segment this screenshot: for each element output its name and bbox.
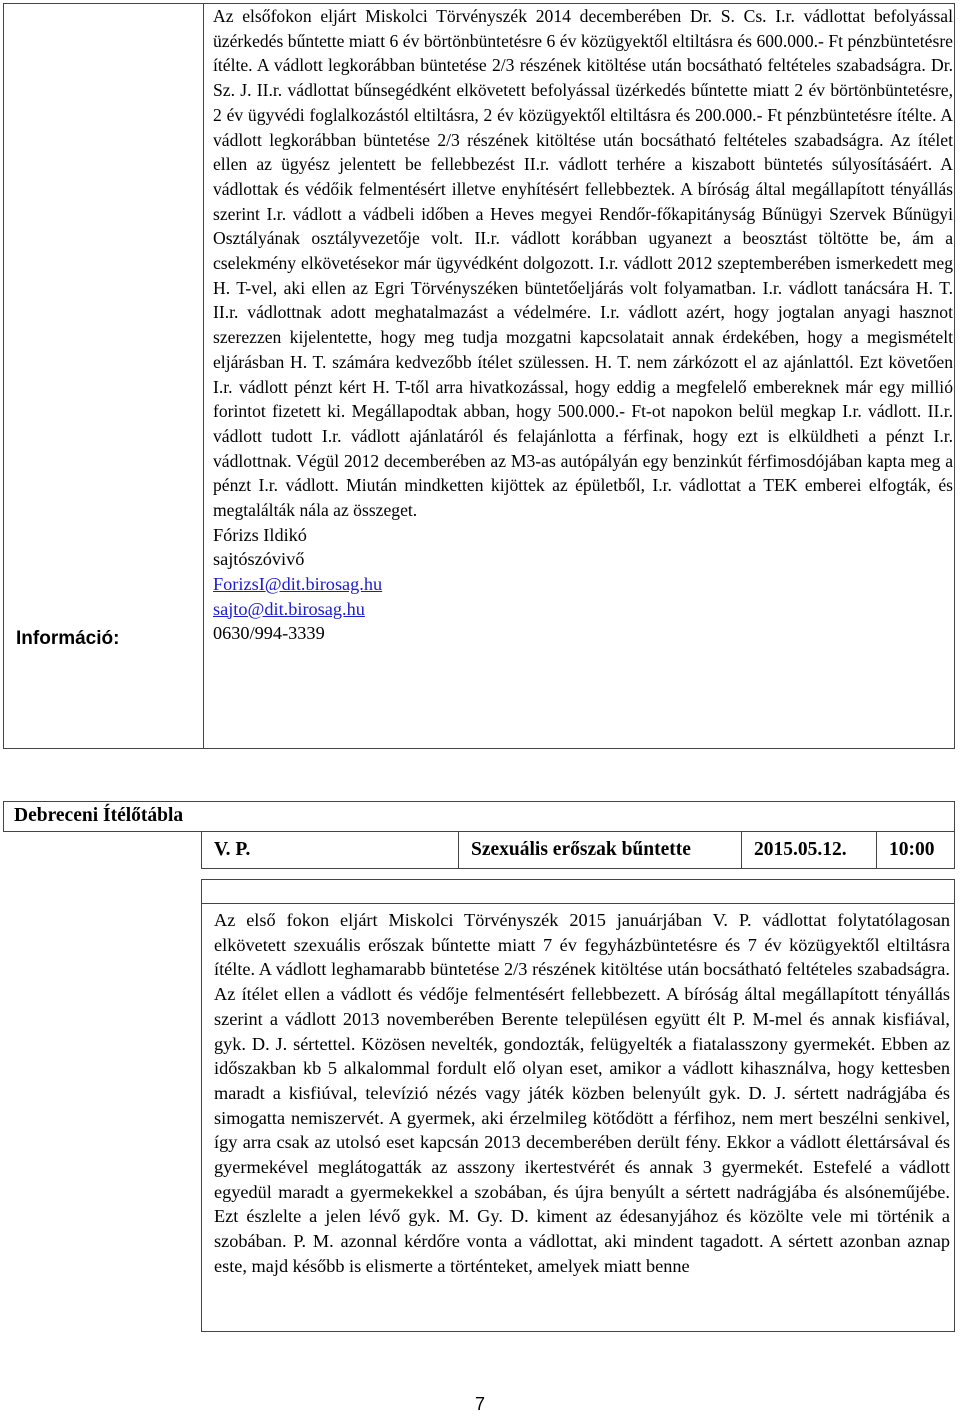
press-contact — [213, 523, 953, 646]
case-description-box — [201, 904, 955, 1332]
contact-role: sajtószóvivő — [213, 549, 305, 570]
page-number: 7 — [474, 1394, 485, 1414]
empty-row — [201, 879, 955, 904]
contact-email-link-1[interactable]: ForizsI@dit.birosag.hu — [213, 573, 383, 594]
contact-phone: 0630/994-3339 — [213, 623, 325, 644]
case-time: 10:00 — [889, 839, 935, 860]
contact-name: Fórizs Ildikó — [213, 524, 307, 545]
case-description-paragraph: Az első fokon eljárt Miskolci Törvényszék 2015 januárjában V. P. vádlottat folytatólagosan elkövetett szexuális erőszak bűntette miatt 7 év fegyházbüntetésre és 7 év közügyektől eltiltásra ítélte. A vádlott leghamarabb büntetése 2/3 részének kitöltése után bocsátható feltételes szabadságra. Az ítélet ellen a vádlott és védője felmentésért fellebbezett. A bíróság által megállapított tényállás szerint a vádlott 2013 novemberében Berente településen együtt élt P. M-mel és annak kisfiával, gyk. D. J. sértettel. Közösen nevelték, gondozták, felügyelték a fiatalasszony gyermekét. Ebben az időszakban kb 5 alkalommal fordult elő olyan eset, amikor a vádlott kihasználva, hogy kettesben maradt a kisfiúval, televízió nézés vagy játék közben belenyúlt gyk. D. J. sértett nadrágjába és simogatta nemiszervét. A gyermek, aki érzelmileg kötődött a férfihoz, nem mert beszélni senkivel, így arra csak az utolsó eset kapcsán 2013 decemberében derült fény. Ekkor a vádlott élettársával és gyermekével meglátogatták az asszony ikertestvérét és annak 3 gyermekét. Estefelé a vádlott egyedül maradt a gyermekekkel a szobában, és újra benyúlt a sértett nadrágjába és alsóneműjébe. Ezt észlelte a jelen lévő gyk. M. Gy. D. kiment az édesanyjához és közölte vele mi történik a szobában. P. M. azonnal kérdőre vonta a vádlottat, aki mindent tagadott. A sértett azonban aznap este, majd később is elismerte a történteket, amelyek miatt benne — [214, 910, 950, 1276]
case-header-row — [201, 832, 955, 869]
court-title: Debreceni Ítélőtábla — [3, 801, 955, 832]
contact-email-link-2[interactable]: sajto@dit.birosag.hu — [213, 598, 365, 619]
info-label: Információ: — [16, 628, 120, 649]
case-charge: Szexuális erőszak bűntette — [459, 832, 742, 868]
case-summary-paragraph: Az elsőfokon eljárt Miskolci Törvényszék 2014 decemberében Dr. S. Cs. I.r. vádlottat befolyással üzérkedés bűntette miatt 6 év börtönbüntetésre 6 év közügyektől eltiltásra és 600.000.- Ft pénzbüntetésre ítélte. A vádlott legkorábban büntetése 2/3 részének kitöltése után bocsátható feltételes szabadságra. Dr. Sz. J. II.r. vádlottat bűnsegédként elkövetett befolyással üzérkedés bűntette miatt 2 év börtönbüntetésre, 2 év ügyvédi foglalkozástól eltiltásra, 2 év közügyektől eltiltásra és 200.000.- Ft pénzbüntetésre ítélte. A vádlott legkorábban büntetése 2/3 részének kitöltése után bocsátható feltételes szabadságra. Az ítélet ellen az ügyész jelentett be fellebbezést II.r. vádlott terhére a kiszabott büntetés súlyosításáért. A vádlottak és védőik felmentésért illetve enyhítésért fellebbeztek. A bíróság által megállapított tényállás szerint I.r. vádlott a vádbeli időben a Heves megyei Rendőr-főkapitányság Bűnügyi Szervek Bűnügyi Osztályának osztályvezetője volt. II.r. vádlott korábban ugyanezt a beosztást töltötte be, ám a cselekmény elkövetésekor már ügyvédként dolgozott. I.r. vádlott 2012 szeptemberében ismerkedett meg H. T-vel, aki ellen az Egri Törvényszéken büntetőeljárás volt folyamatban. I.r. vádlott tanácsára H. T. II.r. vádlottnak adott meghatalmazást a védelmére. I.r. vádlott azért, hogy jogtalan anyagi hasznot szerezzen kijelentette, hogy meg tudja mozgatni kapcsolatait annak érdekében, hogy a megismételt eljárásban H. T. számára kedvezőbb ítélet szülessen. H. T. nem zárkózott el az ajánlattól. Ezt követően I.r. vádlott pénzt kért H. T-től arra hivatkozással, hogy eddig a megfelelő embereknek már egy millió forintot fizetett ki. Megállapodtak abban, hogy 500.000.- Ft-ot napokon belül megkap I.r. vádlott. II.r. vádlott tudott I.r. vádlott ajánlatáról és felajánlotta a férfinak, hogy ezt is elküldheti a pénzt I.r. vádlottnak. Végül 2012 decemberében az M3-as autópályán egy benzinkút férfimosdójában kapta meg a pénzt I.r. vádlott. Miután mindketten kijöttek az épületből, I.r. vádlottat a TEK emberei elfogták, és megtalálták nála az összeget. — [213, 6, 953, 521]
info-content — [213, 4, 953, 646]
case-defendant: V. P. — [202, 832, 459, 868]
case-date: 2015.05.12. — [742, 832, 877, 868]
info-table — [3, 3, 955, 749]
label-column — [4, 4, 204, 748]
